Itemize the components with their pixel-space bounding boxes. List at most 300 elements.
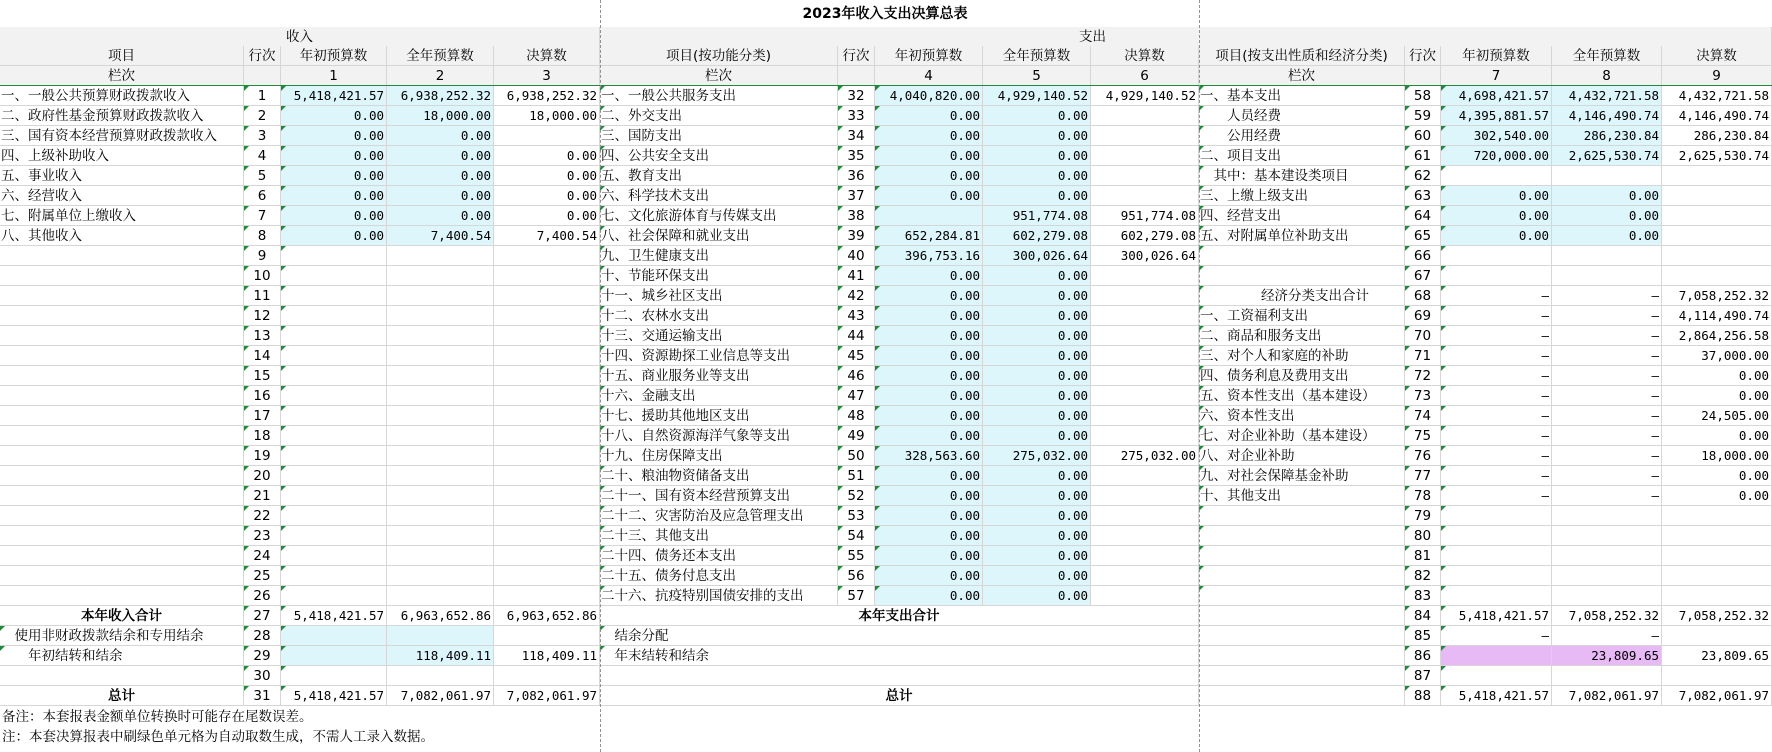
cell-s3-r13-item[interactable]: 二、商品和服务支出 [1199, 326, 1405, 346]
cell-s3-r17-line[interactable]: 74 [1405, 406, 1441, 426]
cell-s3-r12-final[interactable]: 4,114,490.74 [1662, 306, 1772, 326]
cell-s2-r13-item[interactable]: 十三、交通运输支出 [600, 326, 838, 346]
cell-s3-r11-item[interactable]: 经济分类支出合计 [1199, 286, 1405, 306]
cell-s2-r9-line[interactable]: 40 [838, 246, 875, 266]
cell-s2-r7-item[interactable]: 七、文化旅游体育与传媒支出 [600, 206, 838, 226]
cell-s3-r14-line[interactable]: 71 [1405, 346, 1441, 366]
cell-s3-r22-line[interactable]: 79 [1405, 506, 1441, 526]
cell-s2-r22-line[interactable]: 53 [838, 506, 875, 526]
cell-s1-r19-line[interactable]: 19 [244, 446, 281, 466]
cell-s2-r11-item[interactable]: 十一、城乡社区支出 [600, 286, 838, 306]
cell-s2-r4-initial-budget[interactable]: 0.00 [875, 146, 983, 166]
cell-s2-r26-line[interactable]: 57 [838, 586, 875, 606]
cell-s1-r24-item[interactable] [0, 546, 244, 566]
cell-s3-r2-final[interactable]: 4,146,490.74 [1662, 106, 1772, 126]
cell-s3-r19-line[interactable]: 76 [1405, 446, 1441, 466]
cell-s2-r9-annual-budget[interactable]: 300,026.64 [983, 246, 1091, 266]
summary-s1-r5-final[interactable]: 7,082,061.97 [494, 686, 600, 706]
cell-s2-r8-initial-budget[interactable]: 652,284.81 [875, 226, 983, 246]
cell-s1-r22-item[interactable] [0, 506, 244, 526]
cell-s2-r25-final[interactable] [1091, 566, 1199, 586]
cell-s2-r14-final[interactable] [1091, 346, 1199, 366]
cell-s1-r11-annual-budget[interactable] [387, 286, 494, 306]
cell-s3-r24-item[interactable] [1199, 546, 1405, 566]
cell-s1-r22-initial-budget[interactable] [281, 506, 387, 526]
cell-s3-r12-item[interactable]: 一、工资福利支出 [1199, 306, 1405, 326]
cell-s1-r6-initial-budget[interactable]: 0.00 [281, 186, 387, 206]
cell-s3-r8-item[interactable]: 五、对附属单位补助支出 [1199, 226, 1405, 246]
cell-s2-r15-initial-budget[interactable]: 0.00 [875, 366, 983, 386]
cell-s1-r9-item[interactable] [0, 246, 244, 266]
cell-s3-r6-annual-budget[interactable]: 0.00 [1552, 186, 1662, 206]
cell-s3-r9-final[interactable] [1662, 246, 1772, 266]
cell-s2-r1-initial-budget[interactable]: 4,040,820.00 [875, 86, 983, 106]
cell-s3-r11-initial-budget[interactable]: — [1441, 286, 1552, 306]
cell-s2-r6-annual-budget[interactable]: 0.00 [983, 186, 1091, 206]
cell-s2-r17-initial-budget[interactable]: 0.00 [875, 406, 983, 426]
cell-s3-r13-initial-budget[interactable]: — [1441, 326, 1552, 346]
cell-s3-r3-line[interactable]: 60 [1405, 126, 1441, 146]
cell-s2-r20-item[interactable]: 二十、粮油物资储备支出 [600, 466, 838, 486]
cell-s3-r5-final[interactable] [1662, 166, 1772, 186]
cell-s2-r16-initial-budget[interactable]: 0.00 [875, 386, 983, 406]
cell-s1-r12-line[interactable]: 12 [244, 306, 281, 326]
cell-s3-r12-annual-budget[interactable]: — [1552, 306, 1662, 326]
cell-s3-r5-annual-budget[interactable] [1552, 166, 1662, 186]
cell-s1-r7-item[interactable]: 七、附属单位上缴收入 [0, 206, 244, 226]
cell-s3-r25-item[interactable] [1199, 566, 1405, 586]
cell-s2-r5-item[interactable]: 五、教育支出 [600, 166, 838, 186]
summary-s3-r5-initial-budget[interactable]: 5,418,421.57 [1441, 686, 1552, 706]
cell-s2-r13-annual-budget[interactable]: 0.00 [983, 326, 1091, 346]
cell-s2-r1-item[interactable]: 一、一般公共服务支出 [600, 86, 838, 106]
cell-s1-r12-item[interactable] [0, 306, 244, 326]
cell-s3-r15-initial-budget[interactable]: — [1441, 366, 1552, 386]
cell-s2-r21-annual-budget[interactable]: 0.00 [983, 486, 1091, 506]
cell-s3-r6-final[interactable] [1662, 186, 1772, 206]
summary-s3-r3-final[interactable]: 23,809.65 [1662, 646, 1772, 666]
cell-s1-r19-item[interactable] [0, 446, 244, 466]
cell-s2-r22-initial-budget[interactable]: 0.00 [875, 506, 983, 526]
cell-s3-r17-item[interactable]: 六、资本性支出 [1199, 406, 1405, 426]
cell-s2-r11-final[interactable] [1091, 286, 1199, 306]
summary-s1-r5-item[interactable]: 总计 [0, 686, 244, 706]
cell-s3-r19-item[interactable]: 八、对企业补助 [1199, 446, 1405, 466]
cell-s3-r24-final[interactable] [1662, 546, 1772, 566]
cell-s1-r9-line[interactable]: 9 [244, 246, 281, 266]
cell-s2-r21-item[interactable]: 二十一、国有资本经营预算支出 [600, 486, 838, 506]
cell-s3-r26-final[interactable] [1662, 586, 1772, 606]
cell-s1-r16-final[interactable] [494, 386, 600, 406]
cell-s2-r22-final[interactable] [1091, 506, 1199, 526]
cell-s2-r23-final[interactable] [1091, 526, 1199, 546]
cell-s3-r11-line[interactable]: 68 [1405, 286, 1441, 306]
cell-s2-r19-line[interactable]: 50 [838, 446, 875, 466]
cell-s3-r23-final[interactable] [1662, 526, 1772, 546]
cell-s2-r2-final[interactable] [1091, 106, 1199, 126]
cell-s1-r22-annual-budget[interactable] [387, 506, 494, 526]
cell-s2-r3-final[interactable] [1091, 126, 1199, 146]
cell-s3-r2-initial-budget[interactable]: 4,395,881.57 [1441, 106, 1552, 126]
cell-s1-r15-item[interactable] [0, 366, 244, 386]
cell-s2-r12-final[interactable] [1091, 306, 1199, 326]
cell-s3-r1-item[interactable]: 一、基本支出 [1199, 86, 1405, 106]
summary-s3-r5-line[interactable]: 88 [1405, 686, 1441, 706]
cell-s2-r16-item[interactable]: 十六、金融支出 [600, 386, 838, 406]
cell-s2-r1-annual-budget[interactable]: 4,929,140.52 [983, 86, 1091, 106]
cell-s2-r7-annual-budget[interactable]: 951,774.08 [983, 206, 1091, 226]
cell-s2-r4-item[interactable]: 四、公共安全支出 [600, 146, 838, 166]
cell-s3-r14-annual-budget[interactable]: — [1552, 346, 1662, 366]
cell-s3-r18-annual-budget[interactable]: — [1552, 426, 1662, 446]
cell-s1-r3-annual-budget[interactable]: 0.00 [387, 126, 494, 146]
cell-s1-r25-final[interactable] [494, 566, 600, 586]
cell-s2-r18-final[interactable] [1091, 426, 1199, 446]
cell-s3-r7-line[interactable]: 64 [1405, 206, 1441, 226]
cell-s3-r15-annual-budget[interactable]: — [1552, 366, 1662, 386]
cell-s1-r14-initial-budget[interactable] [281, 346, 387, 366]
cell-s1-r12-annual-budget[interactable] [387, 306, 494, 326]
cell-s1-r10-annual-budget[interactable] [387, 266, 494, 286]
cell-s1-r4-annual-budget[interactable]: 0.00 [387, 146, 494, 166]
cell-s3-r23-annual-budget[interactable] [1552, 526, 1662, 546]
summary-s1-r2-item[interactable]: 使用非财政拨款结余和专用结余 [0, 626, 244, 646]
cell-s3-r1-final[interactable]: 4,432,721.58 [1662, 86, 1772, 106]
cell-s2-r19-item[interactable]: 十九、住房保障支出 [600, 446, 838, 466]
cell-s2-r25-initial-budget[interactable]: 0.00 [875, 566, 983, 586]
summary-s3-r2-initial-budget[interactable]: — [1441, 626, 1552, 646]
cell-s1-r1-item[interactable]: 一、一般公共预算财政拨款收入 [0, 86, 244, 106]
summary-s1-r2-line[interactable]: 28 [244, 626, 281, 646]
cell-s1-r26-item[interactable] [0, 586, 244, 606]
cell-s2-r10-item[interactable]: 十、节能环保支出 [600, 266, 838, 286]
cell-s3-r19-final[interactable]: 18,000.00 [1662, 446, 1772, 466]
cell-s3-r1-annual-budget[interactable]: 4,432,721.58 [1552, 86, 1662, 106]
cell-s1-r25-item[interactable] [0, 566, 244, 586]
cell-s3-r1-line[interactable]: 58 [1405, 86, 1441, 106]
cell-s2-r3-initial-budget[interactable]: 0.00 [875, 126, 983, 146]
cell-s2-r24-annual-budget[interactable]: 0.00 [983, 546, 1091, 566]
cell-s1-r4-line[interactable]: 4 [244, 146, 281, 166]
cell-s2-r13-final[interactable] [1091, 326, 1199, 346]
cell-s2-r10-initial-budget[interactable]: 0.00 [875, 266, 983, 286]
cell-s3-r25-initial-budget[interactable] [1441, 566, 1552, 586]
cell-s1-r17-item[interactable] [0, 406, 244, 426]
cell-s2-r19-initial-budget[interactable]: 328,563.60 [875, 446, 983, 466]
summary-s3-r4-line[interactable]: 87 [1405, 666, 1441, 686]
summary-s1-r3-item[interactable]: 年初结转和结余 [0, 646, 244, 666]
cell-s3-r13-line[interactable]: 70 [1405, 326, 1441, 346]
cell-s2-r20-annual-budget[interactable]: 0.00 [983, 466, 1091, 486]
cell-s2-r14-initial-budget[interactable]: 0.00 [875, 346, 983, 366]
cell-s3-r16-line[interactable]: 73 [1405, 386, 1441, 406]
cell-s3-r25-line[interactable]: 82 [1405, 566, 1441, 586]
cell-s2-r17-line[interactable]: 48 [838, 406, 875, 426]
cell-s3-r12-initial-budget[interactable]: — [1441, 306, 1552, 326]
cell-s2-r23-initial-budget[interactable]: 0.00 [875, 526, 983, 546]
cell-s1-r2-annual-budget[interactable]: 18,000.00 [387, 106, 494, 126]
cell-s3-r6-item[interactable]: 三、上缴上级支出 [1199, 186, 1405, 206]
cell-s3-r9-initial-budget[interactable] [1441, 246, 1552, 266]
cell-s1-r21-line[interactable]: 21 [244, 486, 281, 506]
cell-s1-r20-line[interactable]: 20 [244, 466, 281, 486]
summary-s3-r4-final[interactable] [1662, 666, 1772, 686]
cell-s3-r2-line[interactable]: 59 [1405, 106, 1441, 126]
cell-s1-r19-initial-budget[interactable] [281, 446, 387, 466]
cell-s1-r21-annual-budget[interactable] [387, 486, 494, 506]
cell-s1-r8-annual-budget[interactable]: 7,400.54 [387, 226, 494, 246]
cell-s1-r1-initial-budget[interactable]: 5,418,421.57 [281, 86, 387, 106]
cell-s1-r13-initial-budget[interactable] [281, 326, 387, 346]
cell-s3-r4-line[interactable]: 61 [1405, 146, 1441, 166]
cell-s3-r20-final[interactable]: 0.00 [1662, 466, 1772, 486]
summary-s3-r5-final[interactable]: 7,082,061.97 [1662, 686, 1772, 706]
cell-s1-r26-line[interactable]: 26 [244, 586, 281, 606]
cell-s2-r1-line[interactable]: 32 [838, 86, 875, 106]
cell-s3-r8-annual-budget[interactable]: 0.00 [1552, 226, 1662, 246]
cell-s1-r26-final[interactable] [494, 586, 600, 606]
summary-s3-r4-annual-budget[interactable] [1552, 666, 1662, 686]
cell-s2-r24-line[interactable]: 55 [838, 546, 875, 566]
summary-s3-r4-item[interactable] [1199, 666, 1405, 686]
cell-s2-r23-line[interactable]: 54 [838, 526, 875, 546]
cell-s1-r12-initial-budget[interactable] [281, 306, 387, 326]
cell-s2-r5-final[interactable] [1091, 166, 1199, 186]
cell-s2-r2-line[interactable]: 33 [838, 106, 875, 126]
summary-s3-r2-final[interactable] [1662, 626, 1772, 646]
cell-s2-r14-line[interactable]: 45 [838, 346, 875, 366]
cell-s2-r20-line[interactable]: 51 [838, 466, 875, 486]
cell-s1-r5-line[interactable]: 5 [244, 166, 281, 186]
cell-s3-r26-annual-budget[interactable] [1552, 586, 1662, 606]
cell-s2-r20-final[interactable] [1091, 466, 1199, 486]
cell-s2-r1-final[interactable]: 4,929,140.52 [1091, 86, 1199, 106]
cell-s1-r2-line[interactable]: 2 [244, 106, 281, 126]
cell-s3-r19-initial-budget[interactable]: — [1441, 446, 1552, 466]
summary-s1-r4-initial-budget[interactable] [281, 666, 387, 686]
cell-s1-r4-item[interactable]: 四、上级补助收入 [0, 146, 244, 166]
cell-s2-r16-annual-budget[interactable]: 0.00 [983, 386, 1091, 406]
cell-s3-r9-item[interactable] [1199, 246, 1405, 266]
cell-s1-r2-final[interactable]: 18,000.00 [494, 106, 600, 126]
cell-s2-r8-item[interactable]: 八、社会保障和就业支出 [600, 226, 838, 246]
cell-s1-r18-annual-budget[interactable] [387, 426, 494, 446]
cell-s2-r16-line[interactable]: 47 [838, 386, 875, 406]
cell-s3-r12-line[interactable]: 69 [1405, 306, 1441, 326]
cell-s1-r21-initial-budget[interactable] [281, 486, 387, 506]
cell-s3-r11-final[interactable]: 7,058,252.32 [1662, 286, 1772, 306]
cell-s3-r21-initial-budget[interactable]: — [1441, 486, 1552, 506]
cell-s2-r14-annual-budget[interactable]: 0.00 [983, 346, 1091, 366]
cell-s3-r10-item[interactable] [1199, 266, 1405, 286]
cell-s1-r24-final[interactable] [494, 546, 600, 566]
cell-s1-r12-final[interactable] [494, 306, 600, 326]
cell-s1-r16-item[interactable] [0, 386, 244, 406]
cell-s1-r11-final[interactable] [494, 286, 600, 306]
cell-s1-r6-final[interactable]: 0.00 [494, 186, 600, 206]
summary-s1-r2-initial-budget[interactable] [281, 626, 387, 646]
cell-s2-r24-initial-budget[interactable]: 0.00 [875, 546, 983, 566]
cell-s3-r23-initial-budget[interactable] [1441, 526, 1552, 546]
cell-s1-r5-initial-budget[interactable]: 0.00 [281, 166, 387, 186]
summary-s1-r3-initial-budget[interactable] [281, 646, 387, 666]
cell-s1-r11-line[interactable]: 11 [244, 286, 281, 306]
cell-s2-r16-final[interactable] [1091, 386, 1199, 406]
cell-s3-r4-annual-budget[interactable]: 2,625,530.74 [1552, 146, 1662, 166]
cell-s2-r11-annual-budget[interactable]: 0.00 [983, 286, 1091, 306]
cell-s3-r24-initial-budget[interactable] [1441, 546, 1552, 566]
cell-s3-r22-final[interactable] [1662, 506, 1772, 526]
cell-s3-r18-line[interactable]: 75 [1405, 426, 1441, 446]
cell-s1-r1-final[interactable]: 6,938,252.32 [494, 86, 600, 106]
cell-s1-r18-initial-budget[interactable] [281, 426, 387, 446]
cell-s3-r19-annual-budget[interactable]: — [1552, 446, 1662, 466]
summary-s1-r3-line[interactable]: 29 [244, 646, 281, 666]
cell-s1-r20-initial-budget[interactable] [281, 466, 387, 486]
summary-s1-r5-annual-budget[interactable]: 7,082,061.97 [387, 686, 494, 706]
cell-s3-r17-annual-budget[interactable]: — [1552, 406, 1662, 426]
cell-s1-r18-item[interactable] [0, 426, 244, 446]
cell-s3-r3-item[interactable]: 公用经费 [1199, 126, 1405, 146]
cell-s2-r25-line[interactable]: 56 [838, 566, 875, 586]
cell-s1-r25-initial-budget[interactable] [281, 566, 387, 586]
cell-s3-r6-line[interactable]: 63 [1405, 186, 1441, 206]
summary-s3-r3-initial-budget[interactable] [1441, 646, 1552, 666]
cell-s2-r21-final[interactable] [1091, 486, 1199, 506]
cell-s2-r15-item[interactable]: 十五、商业服务业等支出 [600, 366, 838, 386]
cell-s1-r13-line[interactable]: 13 [244, 326, 281, 346]
cell-s3-r23-line[interactable]: 80 [1405, 526, 1441, 546]
cell-s2-r21-initial-budget[interactable]: 0.00 [875, 486, 983, 506]
cell-s3-r25-annual-budget[interactable] [1552, 566, 1662, 586]
cell-s1-r5-final[interactable]: 0.00 [494, 166, 600, 186]
cell-s2-r6-item[interactable]: 六、科学技术支出 [600, 186, 838, 206]
cell-s1-r13-final[interactable] [494, 326, 600, 346]
cell-s3-r6-initial-budget[interactable]: 0.00 [1441, 186, 1552, 206]
cell-s1-r15-final[interactable] [494, 366, 600, 386]
cell-s3-r16-annual-budget[interactable]: — [1552, 386, 1662, 406]
cell-s1-r9-final[interactable] [494, 246, 600, 266]
summary-s1-r1-final[interactable]: 6,963,652.86 [494, 606, 600, 626]
cell-s3-r4-final[interactable]: 2,625,530.74 [1662, 146, 1772, 166]
cell-s1-r1-line[interactable]: 1 [244, 86, 281, 106]
cell-s1-r18-final[interactable] [494, 426, 600, 446]
cell-s1-r13-item[interactable] [0, 326, 244, 346]
cell-s2-r11-line[interactable]: 42 [838, 286, 875, 306]
cell-s2-r18-line[interactable]: 49 [838, 426, 875, 446]
cell-s2-r17-annual-budget[interactable]: 0.00 [983, 406, 1091, 426]
cell-s3-r5-item[interactable]: 其中：基本建设类项目 [1199, 166, 1405, 186]
cell-s3-r8-line[interactable]: 65 [1405, 226, 1441, 246]
cell-s2-r22-item[interactable]: 二十二、灾害防治及应急管理支出 [600, 506, 838, 526]
cell-s1-r8-line[interactable]: 8 [244, 226, 281, 246]
cell-s1-r26-initial-budget[interactable] [281, 586, 387, 606]
cell-s1-r10-line[interactable]: 10 [244, 266, 281, 286]
cell-s2-r15-annual-budget[interactable]: 0.00 [983, 366, 1091, 386]
summary-s3-r1-line[interactable]: 84 [1405, 606, 1441, 626]
cell-s1-r13-annual-budget[interactable] [387, 326, 494, 346]
cell-s3-r22-annual-budget[interactable] [1552, 506, 1662, 526]
cell-s1-r17-final[interactable] [494, 406, 600, 426]
summary-s1-r4-item[interactable] [0, 666, 244, 686]
cell-s1-r5-annual-budget[interactable]: 0.00 [387, 166, 494, 186]
cell-s1-r10-item[interactable] [0, 266, 244, 286]
cell-s1-r16-line[interactable]: 16 [244, 386, 281, 406]
summary-s3-r4-initial-budget[interactable] [1441, 666, 1552, 686]
cell-s3-r17-final[interactable]: 24,505.00 [1662, 406, 1772, 426]
cell-s1-r4-initial-budget[interactable]: 0.00 [281, 146, 387, 166]
cell-s1-r8-initial-budget[interactable]: 0.00 [281, 226, 387, 246]
cell-s3-r16-item[interactable]: 五、资本性支出（基本建设） [1199, 386, 1405, 406]
cell-s2-r21-line[interactable]: 52 [838, 486, 875, 506]
cell-s1-r17-annual-budget[interactable] [387, 406, 494, 426]
cell-s2-r13-line[interactable]: 44 [838, 326, 875, 346]
cell-s1-r3-final[interactable] [494, 126, 600, 146]
cell-s1-r14-line[interactable]: 14 [244, 346, 281, 366]
cell-s3-r8-initial-budget[interactable]: 0.00 [1441, 226, 1552, 246]
cell-s1-r3-line[interactable]: 3 [244, 126, 281, 146]
cell-s3-r21-line[interactable]: 78 [1405, 486, 1441, 506]
cell-s2-r4-final[interactable] [1091, 146, 1199, 166]
cell-s1-r1-annual-budget[interactable]: 6,938,252.32 [387, 86, 494, 106]
cell-s3-r14-item[interactable]: 三、对个人和家庭的补助 [1199, 346, 1405, 366]
cell-s1-r9-annual-budget[interactable] [387, 246, 494, 266]
cell-s2-r6-final[interactable] [1091, 186, 1199, 206]
cell-s3-r20-annual-budget[interactable]: — [1552, 466, 1662, 486]
cell-s1-r6-annual-budget[interactable]: 0.00 [387, 186, 494, 206]
cell-s3-r10-initial-budget[interactable] [1441, 266, 1552, 286]
cell-s1-r22-final[interactable] [494, 506, 600, 526]
summary-s1-r2-final[interactable] [494, 626, 600, 646]
cell-s1-r7-initial-budget[interactable]: 0.00 [281, 206, 387, 226]
cell-s2-r9-final[interactable]: 300,026.64 [1091, 246, 1199, 266]
summary-s3-r1-initial-budget[interactable]: 5,418,421.57 [1441, 606, 1552, 626]
cell-s2-r19-annual-budget[interactable]: 275,032.00 [983, 446, 1091, 466]
cell-s3-r16-initial-budget[interactable]: — [1441, 386, 1552, 406]
cell-s3-r5-initial-budget[interactable] [1441, 166, 1552, 186]
cell-s3-r14-initial-budget[interactable]: — [1441, 346, 1552, 366]
cell-s1-r16-annual-budget[interactable] [387, 386, 494, 406]
summary-s1-r4-annual-budget[interactable] [387, 666, 494, 686]
cell-s3-r20-item[interactable]: 九、对社会保障基金补助 [1199, 466, 1405, 486]
cell-s3-r22-initial-budget[interactable] [1441, 506, 1552, 526]
cell-s1-r23-final[interactable] [494, 526, 600, 546]
cell-s3-r3-annual-budget[interactable]: 286,230.84 [1552, 126, 1662, 146]
cell-s3-r20-line[interactable]: 77 [1405, 466, 1441, 486]
cell-s1-r19-annual-budget[interactable] [387, 446, 494, 466]
cell-s3-r7-final[interactable] [1662, 206, 1772, 226]
cell-s2-r2-annual-budget[interactable]: 0.00 [983, 106, 1091, 126]
cell-s1-r20-final[interactable] [494, 466, 600, 486]
cell-s2-r26-item[interactable]: 二十六、抗疫特别国债安排的支出 [600, 586, 838, 606]
summary-s1-r1-initial-budget[interactable]: 5,418,421.57 [281, 606, 387, 626]
cell-s2-r13-initial-budget[interactable]: 0.00 [875, 326, 983, 346]
cell-s1-r21-final[interactable] [494, 486, 600, 506]
summary-s3-r1-annual-budget[interactable]: 7,058,252.32 [1552, 606, 1662, 626]
summary-s1-r1-line[interactable]: 27 [244, 606, 281, 626]
cell-s3-r2-item[interactable]: 人员经费 [1199, 106, 1405, 126]
cell-s1-r4-final[interactable]: 0.00 [494, 146, 600, 166]
summary-s3-r5-item[interactable] [1199, 686, 1405, 706]
cell-s1-r25-annual-budget[interactable] [387, 566, 494, 586]
cell-s3-r13-final[interactable]: 2,864,256.58 [1662, 326, 1772, 346]
cell-s3-r10-line[interactable]: 67 [1405, 266, 1441, 286]
cell-s2-r6-line[interactable]: 37 [838, 186, 875, 206]
cell-s3-r9-annual-budget[interactable] [1552, 246, 1662, 266]
cell-s3-r18-initial-budget[interactable]: — [1441, 426, 1552, 446]
cell-s1-r3-item[interactable]: 三、国有资本经营预算财政拨款收入 [0, 126, 244, 146]
cell-s3-r10-final[interactable] [1662, 266, 1772, 286]
